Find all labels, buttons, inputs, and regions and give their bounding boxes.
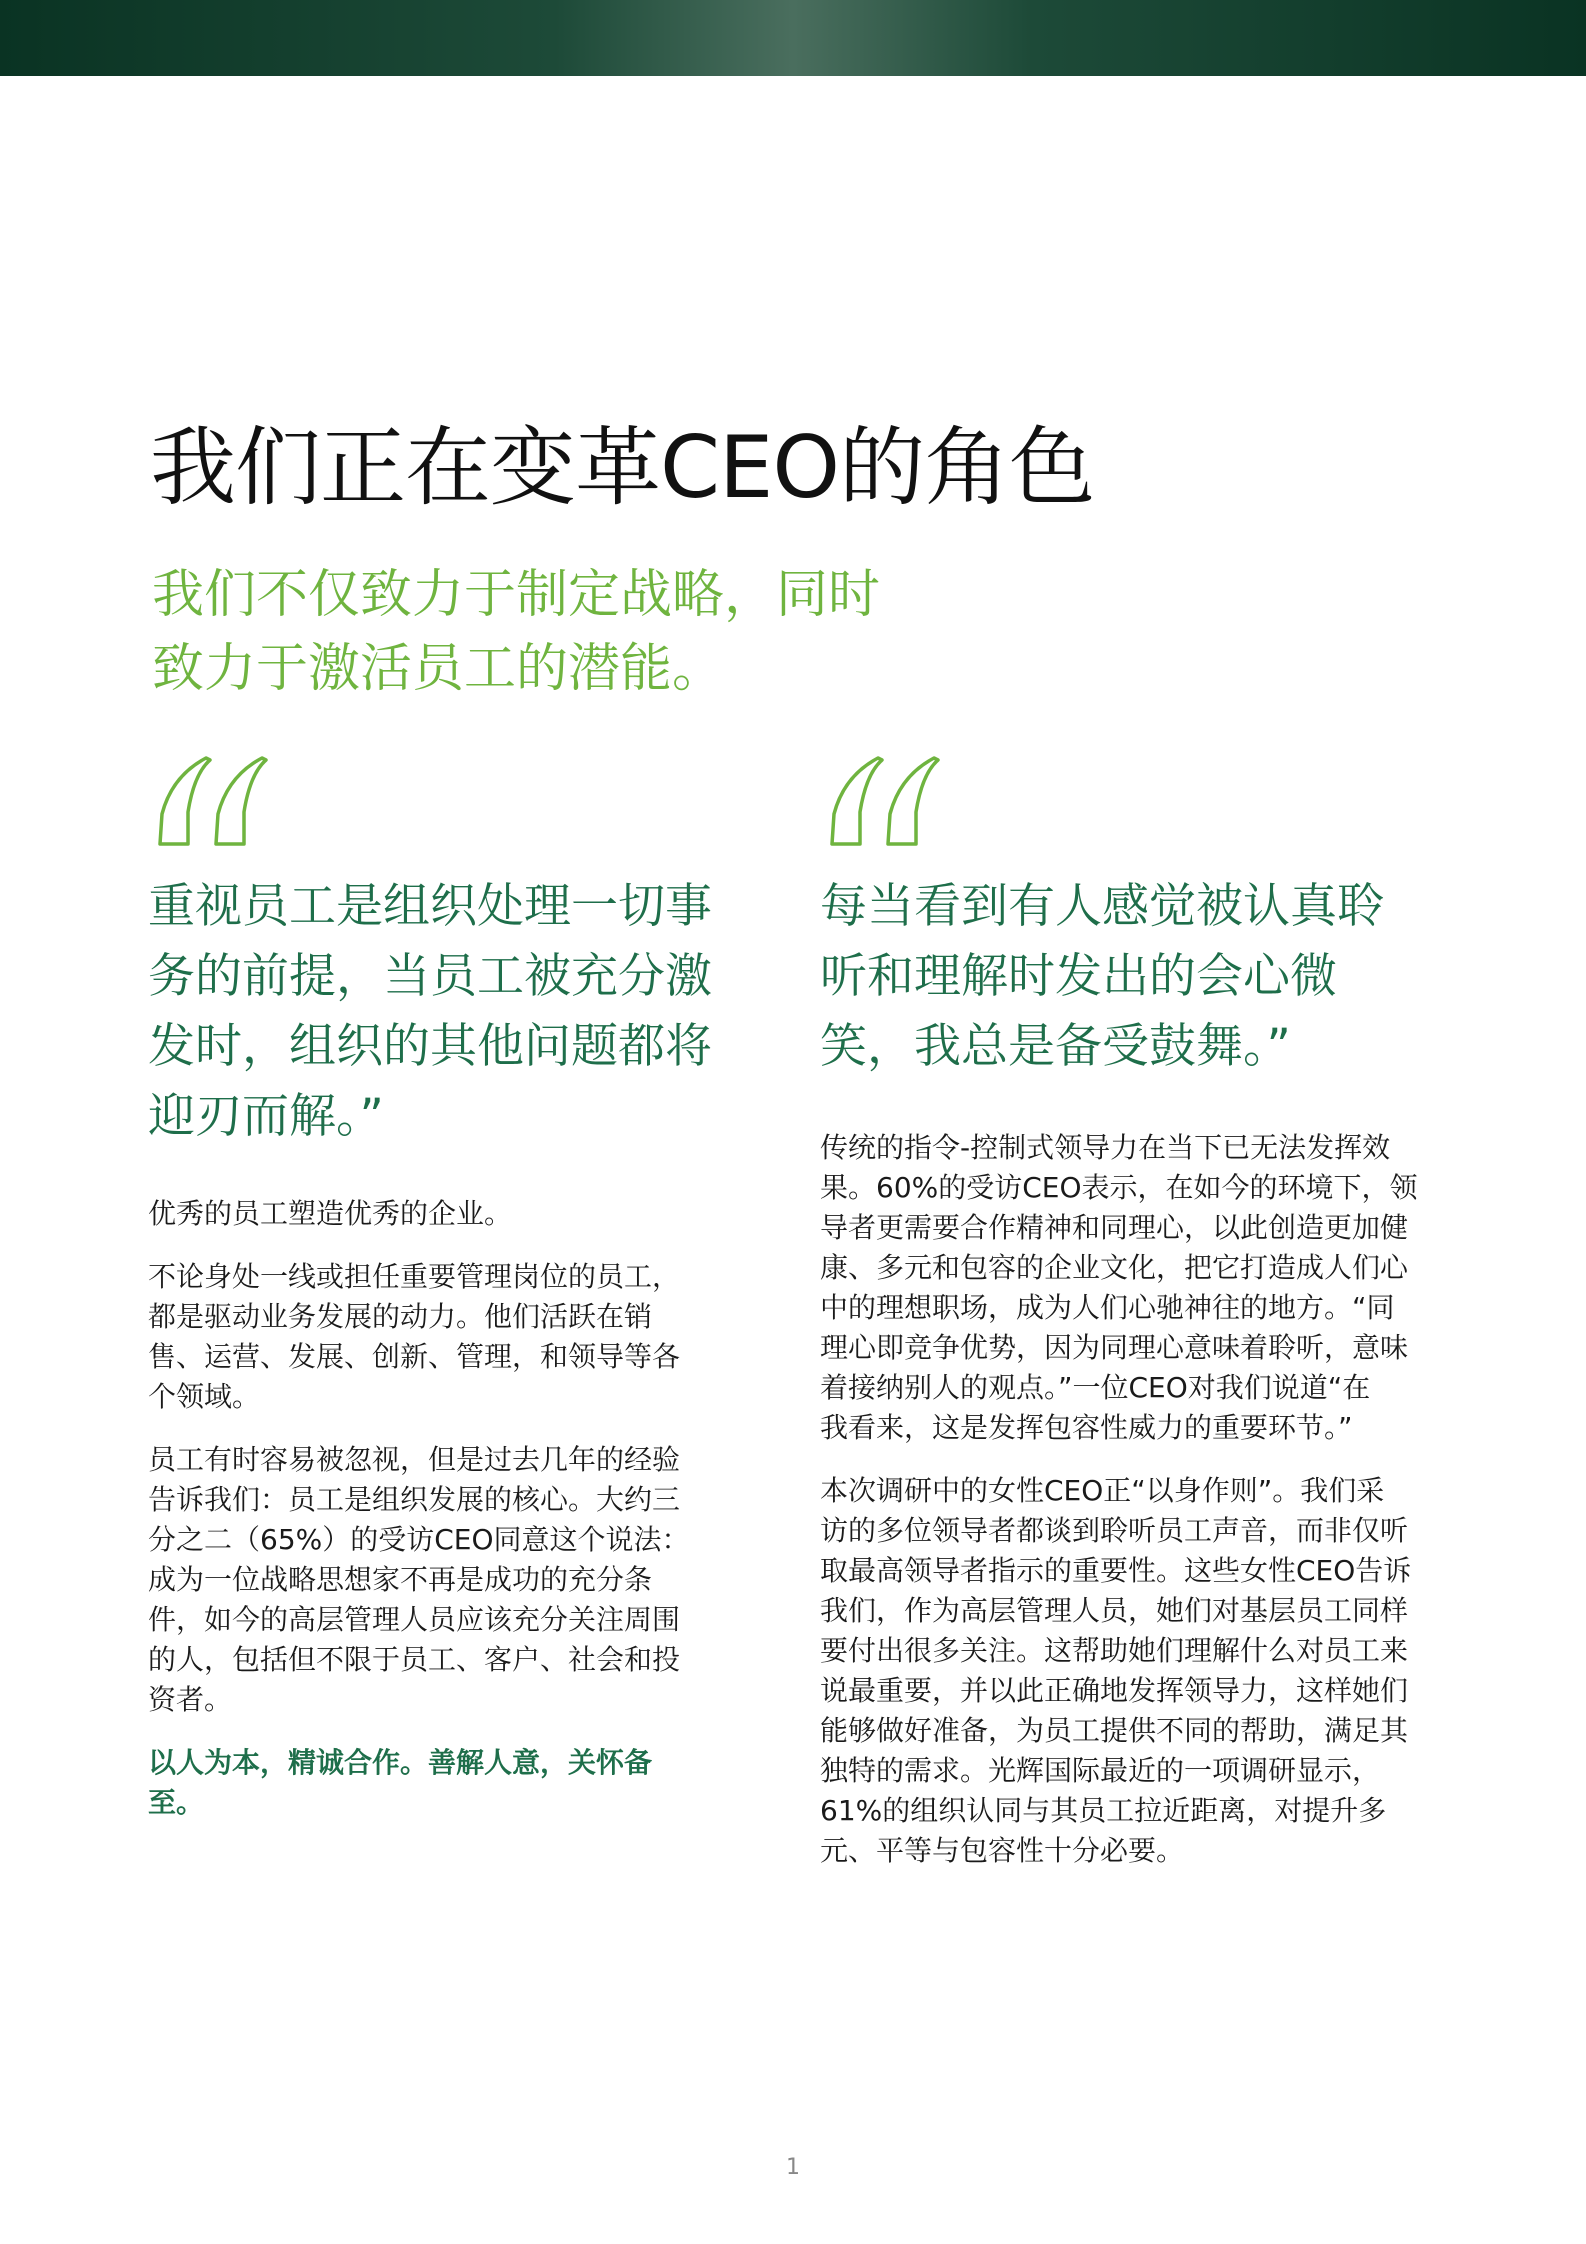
quote-line: 迎刃而解。” bbox=[148, 1089, 384, 1144]
header-bar bbox=[0, 0, 1586, 76]
text-line: 取最高领导者指示的重要性。这些女性CEO告诉 bbox=[820, 1554, 1412, 1587]
subtitle-line: 致力于激活员工的潜能。 bbox=[152, 639, 725, 699]
page-number: 1 bbox=[786, 2155, 800, 2180]
text-line: 说最重要，并以此正确地发挥领导力，这样她们 bbox=[820, 1674, 1409, 1707]
quote-line: 笑，我总是备受鼓舞。” bbox=[820, 1019, 1291, 1074]
quote-line: 重视员工是组织处理一切事 bbox=[148, 879, 712, 934]
text-line: 本次调研中的女性CEO正“以身作则”。我们采 bbox=[820, 1474, 1385, 1507]
text-line: 康、多元和包容的企业文化，把它打造成人们心 bbox=[820, 1251, 1409, 1284]
page-subtitle bbox=[152, 558, 952, 706]
quote-mark-icon bbox=[822, 752, 942, 852]
text-line: 中的理想职场，成为人们心驰神往的地方。“同 bbox=[820, 1291, 1395, 1324]
quote-line: 每当看到有人感觉被认真聆 bbox=[820, 879, 1384, 934]
text-line: 分之二（65%）的受访CEO同意这个说法： bbox=[148, 1523, 690, 1556]
text-line: 我们，作为高层管理人员，她们对基层员工同样 bbox=[820, 1594, 1409, 1627]
left-body bbox=[148, 1194, 748, 1846]
text-line: 件，如今的高层管理人员应该充分关注周围 bbox=[148, 1603, 681, 1636]
subtitle-line: 我们不仅致力于制定战略，同时 bbox=[152, 565, 881, 625]
text-line: 优秀的员工塑造优秀的企业。 bbox=[148, 1197, 513, 1230]
text-line: 不论身处一线或担任重要管理岗位的员工， bbox=[148, 1260, 681, 1293]
text-line: 理心即竞争优势，因为同理心意味着聆听，意味 bbox=[820, 1331, 1409, 1364]
text-line: 个领域。 bbox=[148, 1380, 261, 1413]
quote-mark-icon bbox=[150, 752, 270, 852]
paragraph bbox=[820, 1471, 1460, 1871]
text-line: 果。60%的受访CEO表示，在如今的环境下，领 bbox=[820, 1171, 1418, 1204]
left-quote bbox=[148, 872, 748, 1152]
text-line: 元、平等与包容性十分必要。 bbox=[820, 1834, 1185, 1867]
paragraph bbox=[148, 1440, 748, 1720]
text-line: 61%的组织认同与其员工拉近距离，对提升多 bbox=[820, 1794, 1387, 1827]
page-title: 我们正在变革CEO的角色 bbox=[150, 418, 1095, 518]
text-line: 的人，包括但不限于员工、客户、社会和投 bbox=[148, 1643, 681, 1676]
text-line: 要付出很多关注。这帮助她们理解什么对员工来 bbox=[820, 1634, 1409, 1667]
text-line: 资者。 bbox=[148, 1683, 233, 1716]
emphasis-paragraph bbox=[148, 1743, 748, 1823]
text-line: 售、运营、发展、创新、管理，和领导等各 bbox=[148, 1340, 681, 1373]
text-line: 员工有时容易被忽视，但是过去几年的经验 bbox=[148, 1443, 681, 1476]
text-line: 独特的需求。光辉国际最近的一项调研显示， bbox=[820, 1754, 1381, 1787]
text-line: 着接纳别人的观点。”一位CEO对我们说道“在 bbox=[820, 1371, 1371, 1404]
right-body bbox=[820, 1128, 1460, 1894]
text-line: 导者更需要合作精神和同理心，以此创造更加健 bbox=[820, 1211, 1409, 1244]
quote-line: 发时，组织的其他问题都将 bbox=[148, 1019, 712, 1074]
text-line: 至。 bbox=[148, 1786, 205, 1819]
text-line: 能够做好准备，为员工提供不同的帮助，满足其 bbox=[820, 1714, 1409, 1747]
text-line: 我看来，这是发挥包容性威力的重要环节。” bbox=[820, 1411, 1353, 1444]
paragraph bbox=[148, 1257, 748, 1417]
text-line: 都是驱动业务发展的动力。他们活跃在销 bbox=[148, 1300, 653, 1333]
text-line: 访的多位领导者都谈到聆听员工声音，而非仅听 bbox=[820, 1514, 1409, 1547]
paragraph bbox=[820, 1128, 1460, 1448]
text-line: 成为一位战略思想家不再是成功的充分条 bbox=[148, 1563, 653, 1596]
paragraph bbox=[148, 1194, 748, 1234]
text-line: 以人为本，精诚合作。善解人意，关怀备 bbox=[148, 1746, 653, 1779]
text-line: 告诉我们：员工是组织发展的核心。大约三 bbox=[148, 1483, 681, 1516]
quote-line: 务的前提，当员工被充分激 bbox=[148, 949, 712, 1004]
text-line: 传统的指令-控制式领导力在当下已无法发挥效 bbox=[820, 1131, 1391, 1164]
quote-line: 听和理解时发出的会心微 bbox=[820, 949, 1337, 1004]
right-quote bbox=[820, 872, 1440, 1082]
